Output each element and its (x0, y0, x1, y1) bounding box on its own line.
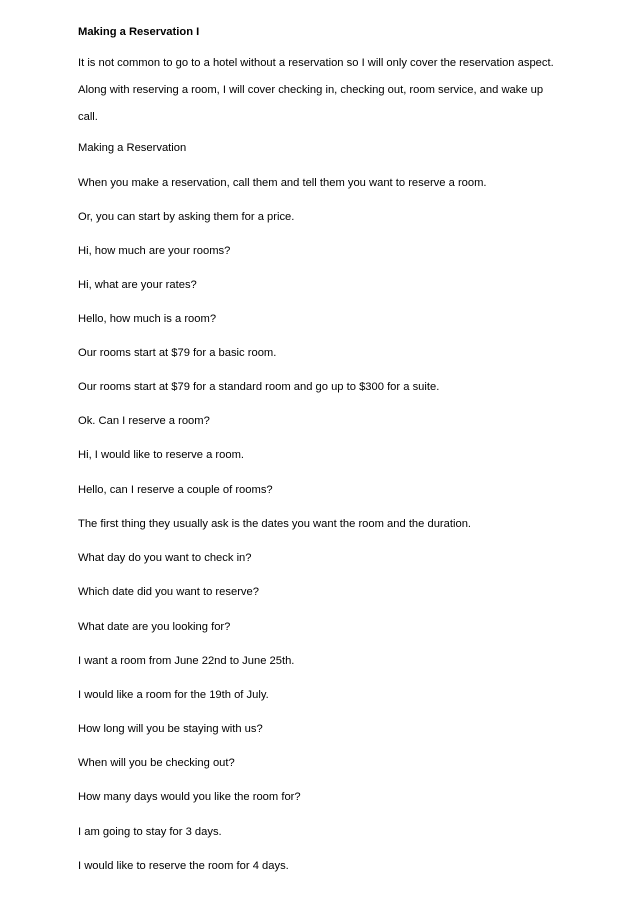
section-heading: Making a Reservation (78, 142, 187, 154)
text-line: I am going to stay for 3 days. (78, 826, 222, 838)
text-line: Our rooms start at $79 for a basic room. (78, 347, 277, 359)
text-line: Our rooms start at $79 for a standard room and go up to $300 for a suite. (78, 381, 440, 393)
text-line: Hello, how much is a room? (78, 313, 217, 325)
text-line: How long will you be staying with us? (78, 723, 263, 735)
document-title: Making a Reservation I (78, 26, 200, 38)
text-line: When you make a reservation, call them and tell them you want to reserve a room. (78, 177, 487, 189)
text-line: Hello, can I reserve a couple of rooms? (78, 484, 273, 496)
intro-paragraph: It is not common to go to a hotel without a reservation so I will only cover the reservation aspect. Along with reserving a room, I will cover checking in, checking out, room service, and wake up call. (78, 57, 554, 123)
text-line: Hi, I would like to reserve a room. (78, 449, 245, 461)
text-line: I would like a room for the 19th of July. (78, 689, 269, 701)
text-line: Hi, what are your rates? (78, 279, 197, 291)
text-line: Which date did you want to reserve? (78, 586, 259, 598)
text-line: What day do you want to check in? (78, 552, 252, 564)
text-line: When will you be checking out? (78, 757, 235, 769)
text-line: Or, you can start by asking them for a price. (78, 211, 295, 223)
text-line: I want a room from June 22nd to June 25th. (78, 655, 295, 667)
text-line: How many days would you like the room for? (78, 791, 301, 803)
text-line: Ok. Can I reserve a room? (78, 415, 210, 427)
text-line: I would like to reserve the room for 4 days. (78, 860, 289, 872)
text-line: What date are you looking for? (78, 621, 231, 633)
text-line: Hi, how much are your rooms? (78, 245, 231, 257)
text-line: The first thing they usually ask is the dates you want the room and the duration. (78, 518, 472, 530)
